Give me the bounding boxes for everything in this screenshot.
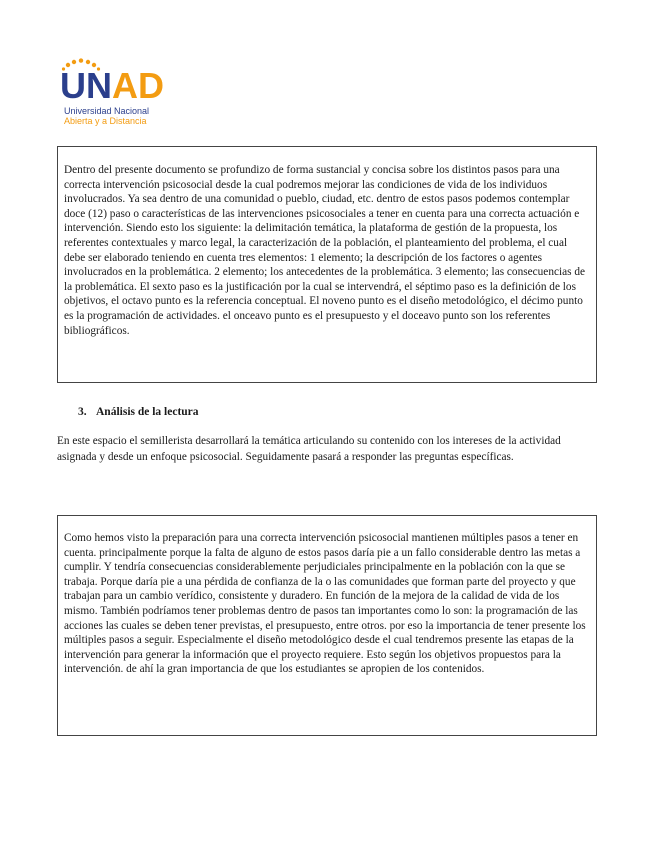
section-number: 3. xyxy=(78,406,87,418)
section-title: Análisis de la lectura xyxy=(96,406,199,418)
logo-subtitle-2: Abierta y a Distancia xyxy=(64,116,147,126)
summary-box xyxy=(57,146,597,383)
svg-text:AD: AD xyxy=(112,65,164,106)
svg-text:UN: UN xyxy=(60,65,112,106)
summary-text: Dentro del presente documento se profundizo de forma sustancial y concisa sobre los distintos pasos para una correcta intervención psicosocial desde la cual podremos mejorar las condiciones de vida de los individuos involucrados. Ya sea dentro de una comunidad o pueblo, ciudad, etc. dentro de estos pasos podemos contemplar doce (12) paso o características de las intervenciones psicosociales a tener en cuenta para una correcta actuación e intervención. Siendo esto los siguiente: la delimitación temática, la plataforma de gestión de la propuesta, los referentes contextuales y marco legal, la caracterización de la población, el planteamiento del problema, el cual debe ser elaborado teniendo en cuenta tres elementos: 1 elemento; la descripción de los factores o agentes involucrados en la problemática. 2 elemento; los antecedentes de la problemática. 3 elemento; las consecuencias de la problemática. El sexto paso es la justificación por la cual se intervendrá, el séptimo paso es la definición de los objetivos, el octavo punto es la referencia conceptual. El noveno punto es el diseño metodológico, el décimo punto es la programación de actividades. el onceavo punto es el presupuesto y el doceavo punto son los referentes bibliográficos. xyxy=(64,164,586,337)
unad-logo xyxy=(60,58,170,130)
analysis-text: Como hemos visto la preparación para una correcta intervención psicosocial mantienen múltiples pasos a tener en cuenta. principalmente porque la falta de alguno de estos pasos daría pie a un fallo considerable dentro las metas a cumplir. Y tendría consecuencias considerablemente perjudiciales principalmente en la población con la que se trabaja. Porque daría pie a una pérdida de confianza de la o las comunidades que forman parte del proyecto y que trabajan para un cambio verídico, consistente y duradero. En función de la mejora de la calidad de vida de los mismo. También podríamos tener problemas dentro de pasos tan importantes como lo son: la programación de las acciones las cuales se deben tener previstas, el presupuesto, entre otros. por eso la importancia de tener presente los múltiples pasos a seguir. Especialmente el diseño metodológico desde el cual tendremos presente las etapas de la intervención para generar la información que el proyecto requiere. Esto según los objetivos propuestos para la intervención. de ahí la gran importancia de que los estudiantes se apropien de los contenidos. xyxy=(64,532,586,676)
section-heading xyxy=(78,406,199,418)
analysis-box xyxy=(57,515,597,736)
logo-subtitle-1: Universidad Nacional xyxy=(64,106,150,116)
section-intro: En este espacio el semillerista desarrollará la temática articulando su contenido con los intereses de la actividad asignada y desde un enfoque psicosocial. Seguidamente pasará a responder las preguntas específicas. xyxy=(57,435,561,463)
unad-logo-mark xyxy=(60,58,170,106)
